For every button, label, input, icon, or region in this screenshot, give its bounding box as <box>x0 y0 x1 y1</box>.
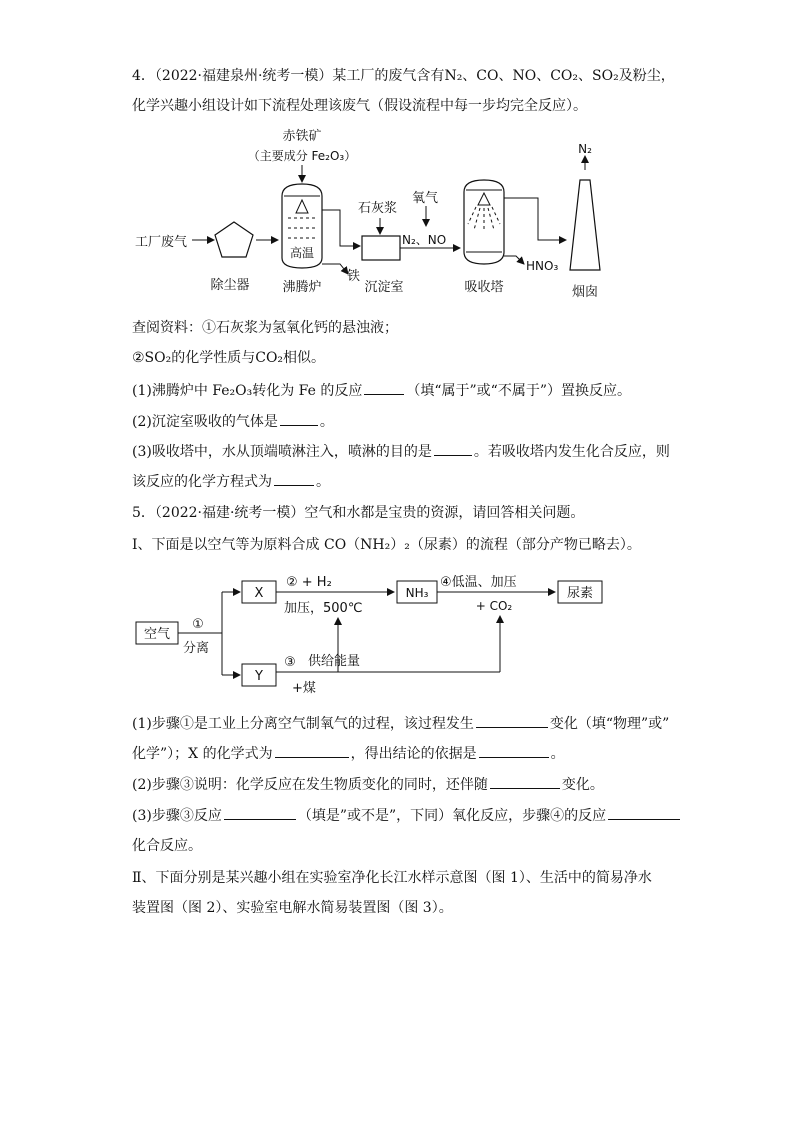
iron-label: 铁 <box>347 269 361 284</box>
step1-label: ① <box>192 617 204 632</box>
q5-s1-blank-2[interactable] <box>275 743 349 758</box>
q5-s1-blank-1[interactable] <box>476 713 548 728</box>
q4-q2-a: (2)沉淀室吸收的气体是 <box>132 414 278 430</box>
q4-q1-blank[interactable] <box>364 380 404 395</box>
energy-label: 供给能量 <box>308 654 361 669</box>
q4-question-2 <box>132 411 334 432</box>
limewater-label: 石灰浆 <box>358 201 398 216</box>
q4-q3-b: 。若吸收塔内发生化合反应，则 <box>473 444 670 460</box>
q5-s3-b: （填是”或不是”，下同）氧化反应，步骤④的反应 <box>297 808 607 824</box>
step2-condition: 加压，500℃ <box>284 601 363 616</box>
q5-s3-line1 <box>132 805 682 826</box>
hno3-label: HNO₃ <box>526 259 559 273</box>
y-label: Y <box>255 669 263 684</box>
n2-output-label: N₂ <box>578 142 592 156</box>
q4-q1-b: （填“属于”或“不属于”）置换反应。 <box>406 383 631 399</box>
high-temp-label: 高温 <box>289 246 315 260</box>
q4-q2-blank[interactable] <box>280 411 318 426</box>
co2-label: + CO₂ <box>475 599 513 613</box>
step4-label: ④低温、加压 <box>440 575 517 590</box>
q5-s1-d: ，得出结论的依据是 <box>350 746 477 762</box>
q4-ref-2: ②SO₂的化学性质与CO₂相似。 <box>132 350 326 366</box>
q5-part2-line1: Ⅱ、下面分别是某兴趣小组在实验室净化长江水样示意图（图 1）、生活中的简易净水 <box>132 870 652 886</box>
q4-q2-b: 。 <box>319 414 334 430</box>
q5-s1-line1 <box>132 713 669 734</box>
q5-intro: 5．（2022·福建·统考一模）空气和水都是宝贵的资源，请回答相关问题。 <box>132 505 585 521</box>
q4-intro-line2: 化学兴趣小组设计如下流程处理该废气（假设流程中每一步均完全反应）。 <box>132 98 587 114</box>
dust-remover-shape <box>215 222 253 257</box>
step3-label: ③ <box>284 655 296 670</box>
hematite-note: （主要成分 Fe₂O₃） <box>247 149 357 163</box>
urea-label: 尿素 <box>566 586 594 601</box>
q4-intro-b: 及粉尘， <box>618 68 675 84</box>
q4-q3-c: 该反应的化学方程式为 <box>132 474 272 490</box>
q5-s1-b: 变化（填“物理”或” <box>549 716 670 732</box>
q4-question-1 <box>132 380 631 401</box>
q5-s1-a: (1)步骤①是工业上分离空气制氧气的过程，该过程发生 <box>132 716 474 732</box>
q4-q3-d: 。 <box>316 474 330 490</box>
chimney-label: 烟囱 <box>571 285 599 300</box>
q5-s2-b: 变化。 <box>561 777 604 793</box>
q4-question-3 <box>132 441 670 462</box>
coal-label: +煤 <box>292 681 316 696</box>
step2-label: ② + H₂ <box>286 575 332 590</box>
chimney-shape <box>570 180 600 270</box>
n2-no-label: N₂、NO <box>402 233 447 247</box>
nh3-label: NH₃ <box>405 586 429 600</box>
absorber-label: 吸收塔 <box>464 280 504 295</box>
q4-gases: N₂、CO、NO、CO₂、SO₂ <box>444 68 619 84</box>
q5-s1-c: 化学”）；X 的化学式为 <box>132 746 273 762</box>
x-label: X <box>254 586 264 601</box>
boiler-label: 沸腾炉 <box>282 280 322 295</box>
q5-s3-blank-1[interactable] <box>224 805 296 820</box>
q5-s1-line2 <box>132 743 565 764</box>
factory-gas-label: 工厂废气 <box>135 235 188 250</box>
q4-ref-title: 查阅资料：①石灰浆为氢氧化钙的悬浊液； <box>132 320 398 336</box>
air-label: 空气 <box>143 627 171 642</box>
q5-s3-line2: 化合反应。 <box>132 838 202 854</box>
q4-q1-a: (1)沸腾炉中 Fe₂O₃转化为 Fe 的反应 <box>132 383 363 399</box>
hematite-label: 赤铁矿 <box>282 129 322 144</box>
settling-chamber-shape <box>362 236 400 260</box>
q5-s2-blank[interactable] <box>490 774 560 789</box>
dust-remover-label: 除尘器 <box>210 278 250 293</box>
q5-part2-line2: 装置图（图 2）、实验室电解水简易装置图（图 3）。 <box>132 900 453 916</box>
q4-question-3-cont <box>132 471 330 492</box>
q4-q3-a: (3)吸收塔中，水从顶端喷淋注入，喷淋的目的是 <box>132 444 432 460</box>
q5-s2-line <box>132 774 604 795</box>
q4-q3-blank-2[interactable] <box>274 471 314 486</box>
q4-q3-blank-1[interactable] <box>434 441 472 456</box>
q5-s2-a: (2)步骤③说明：化学反应在发生物质变化的同时，还伴随 <box>132 777 488 793</box>
separate-label: 分离 <box>182 641 210 656</box>
settling-label: 沉淀室 <box>364 280 404 295</box>
q5-s1-e: 。 <box>550 746 565 762</box>
oxygen-label: 氧气 <box>412 191 439 206</box>
q5-s3-blank-2[interactable] <box>608 805 680 820</box>
q5-urea-flow-diagram <box>0 560 794 700</box>
q4-process-diagram <box>0 0 794 300</box>
q4-intro-a: 4．（2022·福建泉州·统考一模）某工厂的废气含有 <box>132 68 445 84</box>
q5-part1: Ⅰ、下面是以空气等为原料合成 CO（NH₂）₂（尿素）的流程（部分产物已略去）。 <box>132 537 641 553</box>
q5-s3-a: (3)步骤③反应 <box>132 808 222 824</box>
q5-s1-blank-3[interactable] <box>479 743 549 758</box>
